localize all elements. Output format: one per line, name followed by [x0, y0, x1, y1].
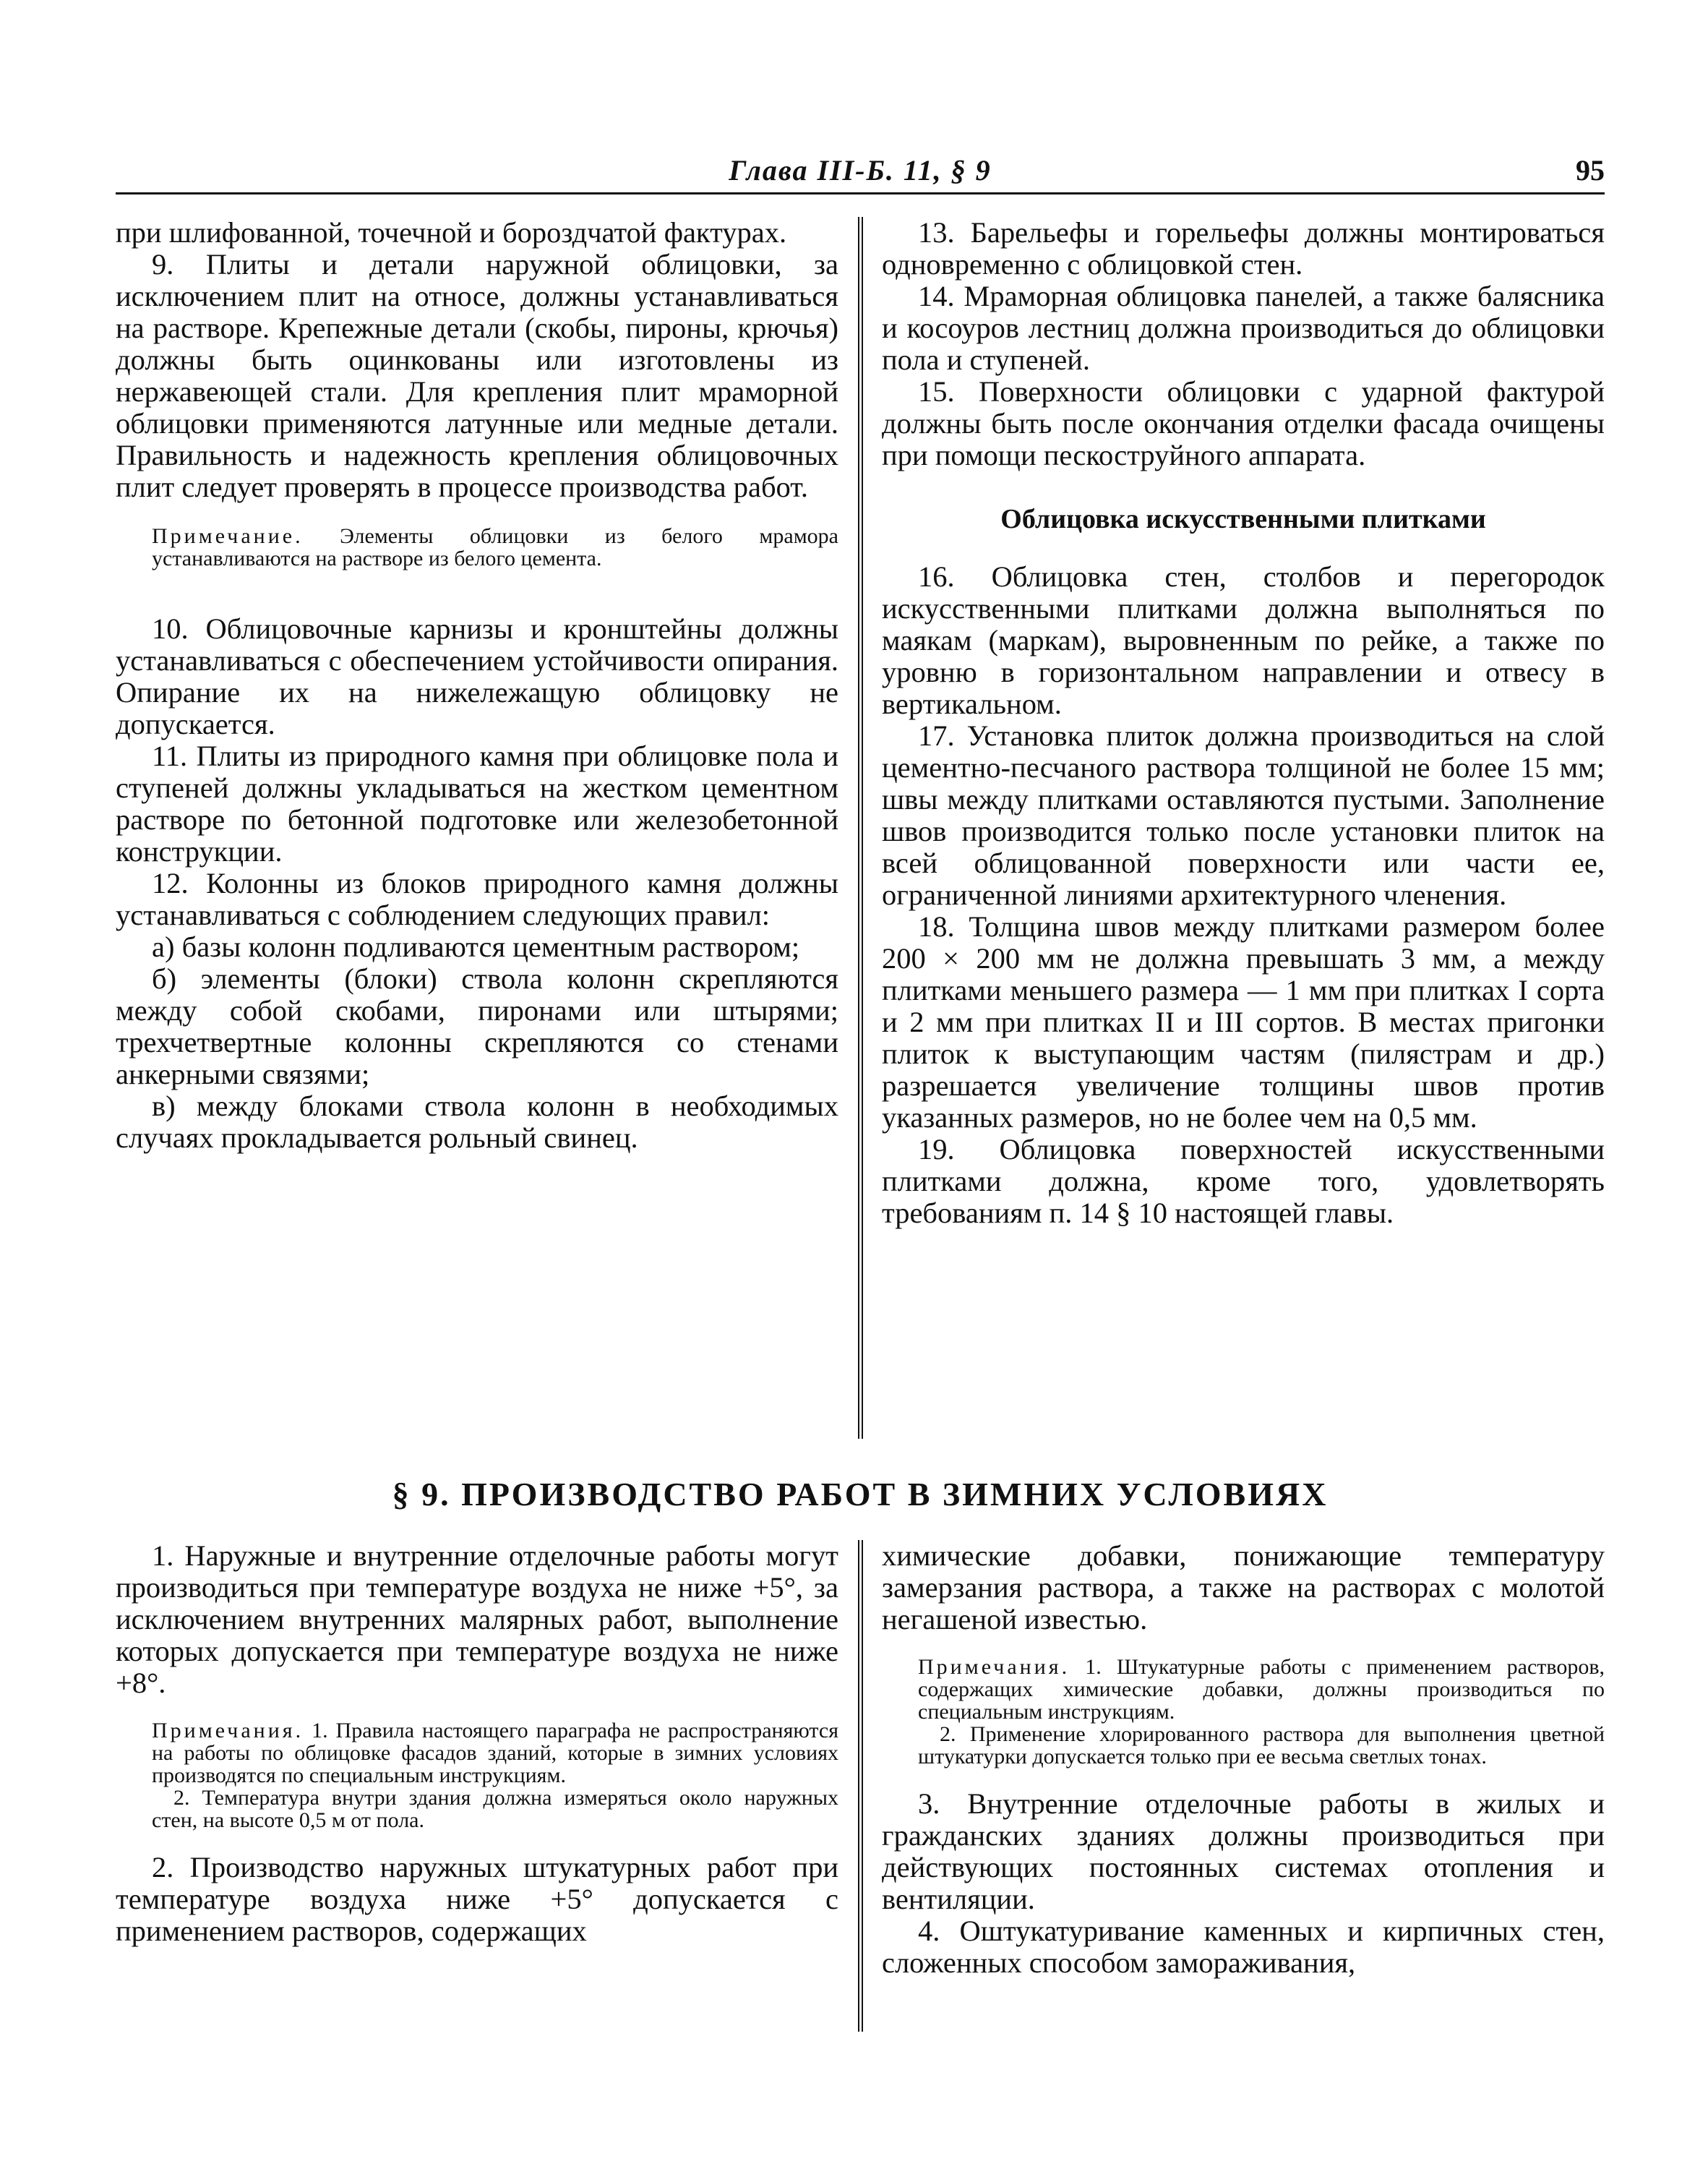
- paragraph-15: 15. Поверхности облицовки с ударной фактурой должны быть после окончания отделки фасада очищены при помощи пескоструйного аппарата.: [882, 375, 1605, 471]
- paragraph-14: 14. Мраморная облицовка панелей, а также балясника и косоуров лестниц должна производиться до облицовки пола и ступеней.: [882, 280, 1605, 376]
- note-text: Элементы облицовки из белого мрамора устанавливаются на растворе из белого цемента.: [152, 524, 838, 570]
- note-1-text: 1. Штукатурные работы с применением растворов, содержащих химические добавки, должны производиться по специальным инструкциям.: [918, 1655, 1605, 1724]
- paragraph-4: 4. Оштукатуривание каменных и кирпичных стен, сложенных способом замораживания,: [882, 1915, 1605, 1979]
- note-1: [152, 1719, 838, 1787]
- paragraph-16: 16. Облицовка стен, столбов и перегородок искусственными плитками должна выполняться по маякам (маркам), выровненным по рейке, а также по уровню в горизонтальном направлении и отвесу в вертикальном.: [882, 560, 1605, 720]
- paragraph-3: 3. Внутренние отделочные работы в жилых и гражданских зданиях должны производиться при действующих постоянных системах отопления и вентиляции.: [882, 1787, 1605, 1915]
- paragraph-11: 11. Плиты из природного камня при облицовке пола и ступеней должны укладываться на жестком цементном растворе по бетонной подготовке или железобетонной конструкции.: [116, 740, 838, 868]
- page-number: 95: [1576, 154, 1605, 187]
- winter-section: [116, 1540, 1605, 2118]
- paragraph-18: 18. Толщина швов между плитками размером более 200 × 200 мм не должна превышать 3 мм, а между плитками меньшего размера — 1 мм при плитках I сорта и 2 мм при плитках II и III сортов. В местах пригонки плиток к выступающим частям (пилястрам и др.) разрешается увеличение толщины швов против указанных размеров, но не более чем на 0,5 мм.: [882, 910, 1605, 1134]
- running-title: Глава III-Б. 11, § 9: [729, 154, 992, 187]
- paragraph-13: 13. Барельефы и горельефы должны монтироваться одновременно с облицовкой стен.: [882, 216, 1605, 281]
- paragraph-12a: а) базы колонн подливаются цементным раствором;: [152, 931, 800, 963]
- winter-left-column: [116, 1540, 838, 1947]
- paragraph-12c: в) между блоками ствола колонн в необходимых случаях прокладывается рольный свинец.: [116, 1090, 838, 1154]
- note-1: [918, 1656, 1605, 1723]
- paragraph-17: 17. Установка плиток должна производиться на слой цементно-песчаного раствора толщиной не более 15 мм; швы между плитками оставляются пустыми. Заполнение швов производится только после установки плиток на всей облицованной поверхности или части ее, ограниченной линиями архитектурного членения.: [882, 719, 1605, 911]
- note-2: 2. Температура внутри здания должна измеряться около наружных стен, на высоте 0,5 м от пола.: [152, 1786, 838, 1832]
- top-left-column: [116, 217, 838, 1154]
- winter-right-column: [882, 1540, 1605, 1979]
- notes-lead: Примечания.: [918, 1655, 1070, 1679]
- note-2: 2. Применение хлорированного раствора для выполнения цветной штукатурки допускается только при ее весьма светлых тонах.: [918, 1722, 1605, 1768]
- note-lead: Примечание.: [152, 524, 304, 548]
- paragraph: при шлифованной, точечной и бороздчатой фактурах.: [116, 216, 787, 249]
- subheading: Облицовка искусственными плитками: [1000, 504, 1486, 534]
- notes-block: [882, 1656, 1605, 1768]
- top-section: [116, 217, 1605, 1446]
- top-right-column: [882, 217, 1605, 1229]
- section-title: § 9. ПРОИЗВОДСТВО РАБОТ В ЗИМНИХ УСЛОВИЯХ: [392, 1476, 1329, 1513]
- notes-lead: Примечания.: [152, 1719, 304, 1742]
- column-divider: [858, 1540, 863, 2032]
- note-1-text: 1. Правила настоящего параграфа не распространяются на работы по облицовке фасадов зданий, которые в зимних условиях производятся по специальным инструкциям.: [152, 1719, 838, 1787]
- paragraph-2: 2. Производство наружных штукатурных работ при температуре воздуха ниже +5° допускается с применением растворов, содержащих: [116, 1851, 838, 1947]
- note: [116, 525, 838, 570]
- paragraph-12: 12. Колонны из блоков природного камня должны устанавливаться с соблюдением следующих правил:: [116, 867, 838, 931]
- paragraph-12b: б) элементы (блоки) ствола колонн скрепляются между собой скобами, пиронами или штырями; трехчетвертные колонны скрепляются со стенами анкерными связями;: [116, 962, 838, 1090]
- paragraph-1: 1. Наружные и внутренние отделочные работы могут производиться при температуре воздуха не ниже +5°, за исключением внутренних малярных работ, выполнение которых допускается при температуре воздуха не ниже +8°.: [116, 1539, 838, 1699]
- header-rule: [116, 192, 1605, 194]
- paragraph-2-continued: химические добавки, понижающие температуру замерзания раствора, а также на растворах с молотой негашеной известью.: [882, 1539, 1605, 1635]
- paragraph-10: 10. Облицовочные карнизы и кронштейны должны устанавливаться с обеспечением устойчивости опирания. Опирание их на нижележащую облицовку не допускается.: [116, 612, 838, 740]
- paragraph-19: 19. Облицовка поверхностей искусственными плитками должна, кроме того, удовлетворять требованиям п. 14 § 10 настоящей главы.: [882, 1133, 1605, 1229]
- paragraph-9: 9. Плиты и детали наружной облицовки, за исключением плит на относе, должны устанавливаться на растворе. Крепежные детали (скобы, пироны, крючья) должны быть оцинкованы или изготовлены из нержавеющей стали. Для крепления плит мраморной облицовки применяются латунные или медные детали. Правильность и надежность крепления облицовочных плит следует проверять в процессе производства работ.: [116, 248, 838, 503]
- column-divider: [858, 217, 863, 1439]
- notes-block: [116, 1719, 838, 1831]
- running-head: [116, 153, 1605, 197]
